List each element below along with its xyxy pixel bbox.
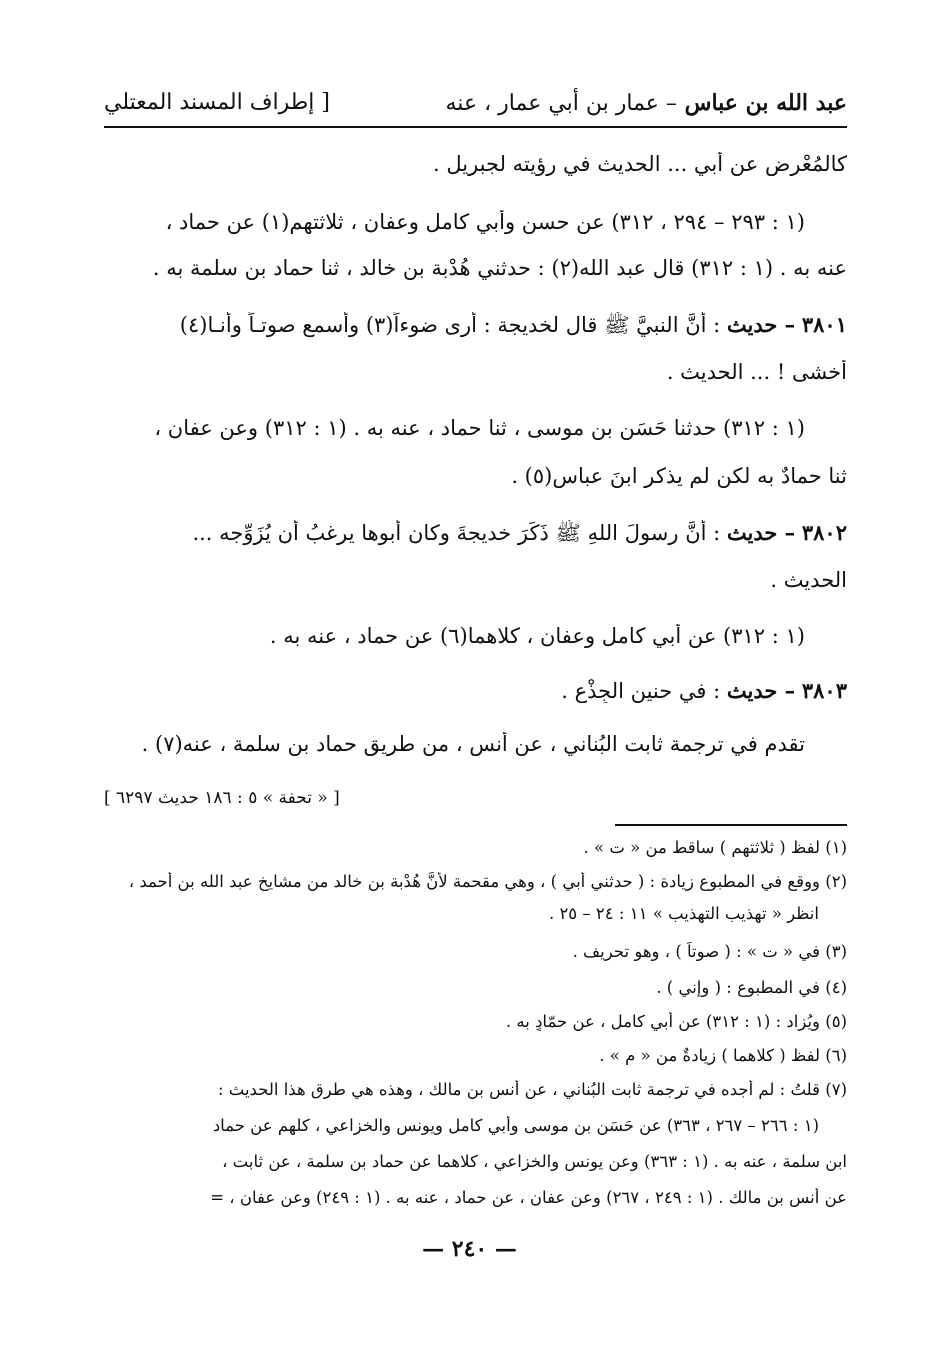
hadith-number: ٣٨٠٢: [801, 520, 847, 545]
footnote-divider: [615, 824, 847, 826]
header-section-title: [446, 90, 847, 116]
hadith-number: ٣٨٠٣: [801, 678, 847, 703]
hadith-label: – حديث: [726, 520, 796, 545]
text-line: الحديث .: [770, 568, 847, 592]
hadith-number: ٣٨٠١: [801, 312, 847, 337]
header-section-rest: – عمار بن أبي عمار ، عنه: [445, 91, 677, 116]
footnote-7: (٧) قلتُ : لم أجده في ترجمة ثابت البُناني ، عن أنس بن مالك ، وهذه هي طرق هذا الحديث :: [217, 1080, 847, 1099]
tuhfa-reference: [ « تحفة » ٥ : ١٨٦ حديث ٦٢٩٧ ]: [104, 788, 340, 808]
footnote-2: (٢) ووقع في المطبوع زيادة : ( حدثني أبي ) ، وهي مقحمة لأنَّ هُدْبة بن خالد من مشايخ عبد الله بن أحمد ،: [128, 872, 847, 891]
footnote-6: (٦) لفظ ( كلاهما ) زيادةٌ من « م » .: [599, 1046, 847, 1065]
text-line: أخشى ! ... الحديث .: [666, 360, 847, 384]
text-line: كالمُعْرِض عن أبي ... الحديث في رؤيته لجبريل .: [432, 152, 847, 176]
text-line: (١ : ٣١٢) حدثنا حَسَن بن موسى ، ثنا حماد ، عنه به . (١ : ٣١٢) وعن عفان ،: [154, 416, 805, 440]
footnote-3: (٣) في « ت » : ( صوتاً ) ، وهو تحريف .: [572, 942, 847, 961]
hadith-3803: [104, 678, 847, 703]
hadith-3801: [104, 312, 847, 343]
hadith-text: : أنَّ رسولَ اللهِ ﷺ ذَكَرَ خديجةَ وكان أبوها يرغبُ أن يُزَوِّجه ...: [192, 521, 721, 545]
page-number: — ٢٤٠ —: [422, 1236, 517, 1262]
footnote-7-continued: عن أنس بن مالك . (١ : ٢٤٩ ، ٢٦٧) وعن عفان ، عن حماد ، عنه به . (١ : ٢٤٩) وعن عفان ، =: [210, 1188, 847, 1207]
text-line: ثنا حمادٌ به لكن لم يذكر ابنَ عباس(٥) .: [511, 464, 847, 488]
running-header: [104, 86, 847, 128]
hadith-text: : في حنين الجِذْع .: [561, 679, 721, 703]
text-line: (١ : ٢٩٣ – ٢٩٤ ، ٣١٢) عن حسن وأبي كامل وعفان ، ثلاثتهم(١) عن حماد ،: [165, 210, 805, 234]
text-line: تقدم في ترجمة ثابت البُناني ، عن أنس ، من طريق حماد بن سلمة ، عنه(٧) .: [141, 732, 805, 756]
text-line: (١ : ٣١٢) عن أبي كامل وعفان ، كلاهما(٦) عن حماد ، عنه به .: [269, 624, 805, 648]
hadith-label: – حديث: [726, 678, 796, 703]
footnote-1: (١) لفظ ( ثلاثتهم ) ساقط من « ت » .: [583, 838, 847, 857]
hadith-text: : أنَّ النبيَّ ﷺ قال لخديجة : أرى ضوءاً(٣) وأسمع صوتـاً وأنـا(٤): [179, 313, 721, 337]
footnote-5: (٥) ويُزاد : (١ : ٣١٢) عن أبي كامل ، عن حمّادٍ به .: [505, 1012, 847, 1031]
hadith-3802: [104, 520, 847, 551]
footnote-2-continued: انظر « تهذيب التهذيب » ١١ : ٢٤ – ٢٥ .: [548, 904, 819, 923]
footnote-7-continued: ابن سلمة ، عنه به . (١ : ٣٦٣) وعن يونس والخزاعي ، كلاهما عن حماد بن سلمة ، عن ثابت ،: [222, 1152, 847, 1171]
hadith-label: – حديث: [726, 312, 796, 337]
footnote-7-continued: (١ : ٢٦٦ – ٢٦٧ ، ٣٦٣) عن حَسَن بن موسى وأبي كامل ويونس والخزاعي ، كلهم عن حماد: [212, 1116, 819, 1135]
text-line: عنه به . (١ : ٣١٢) قال عبد الله(٢) : حدثني هُدْبة بن خالد ، ثنا حماد بن سلمة به .: [152, 256, 847, 280]
header-book-title: [ إطراف المسند المعتلي: [104, 90, 330, 115]
footnote-4: (٤) في المطبوع : ( وإني ) .: [656, 978, 847, 997]
header-section-name: عبد الله بن عباس: [684, 90, 847, 116]
